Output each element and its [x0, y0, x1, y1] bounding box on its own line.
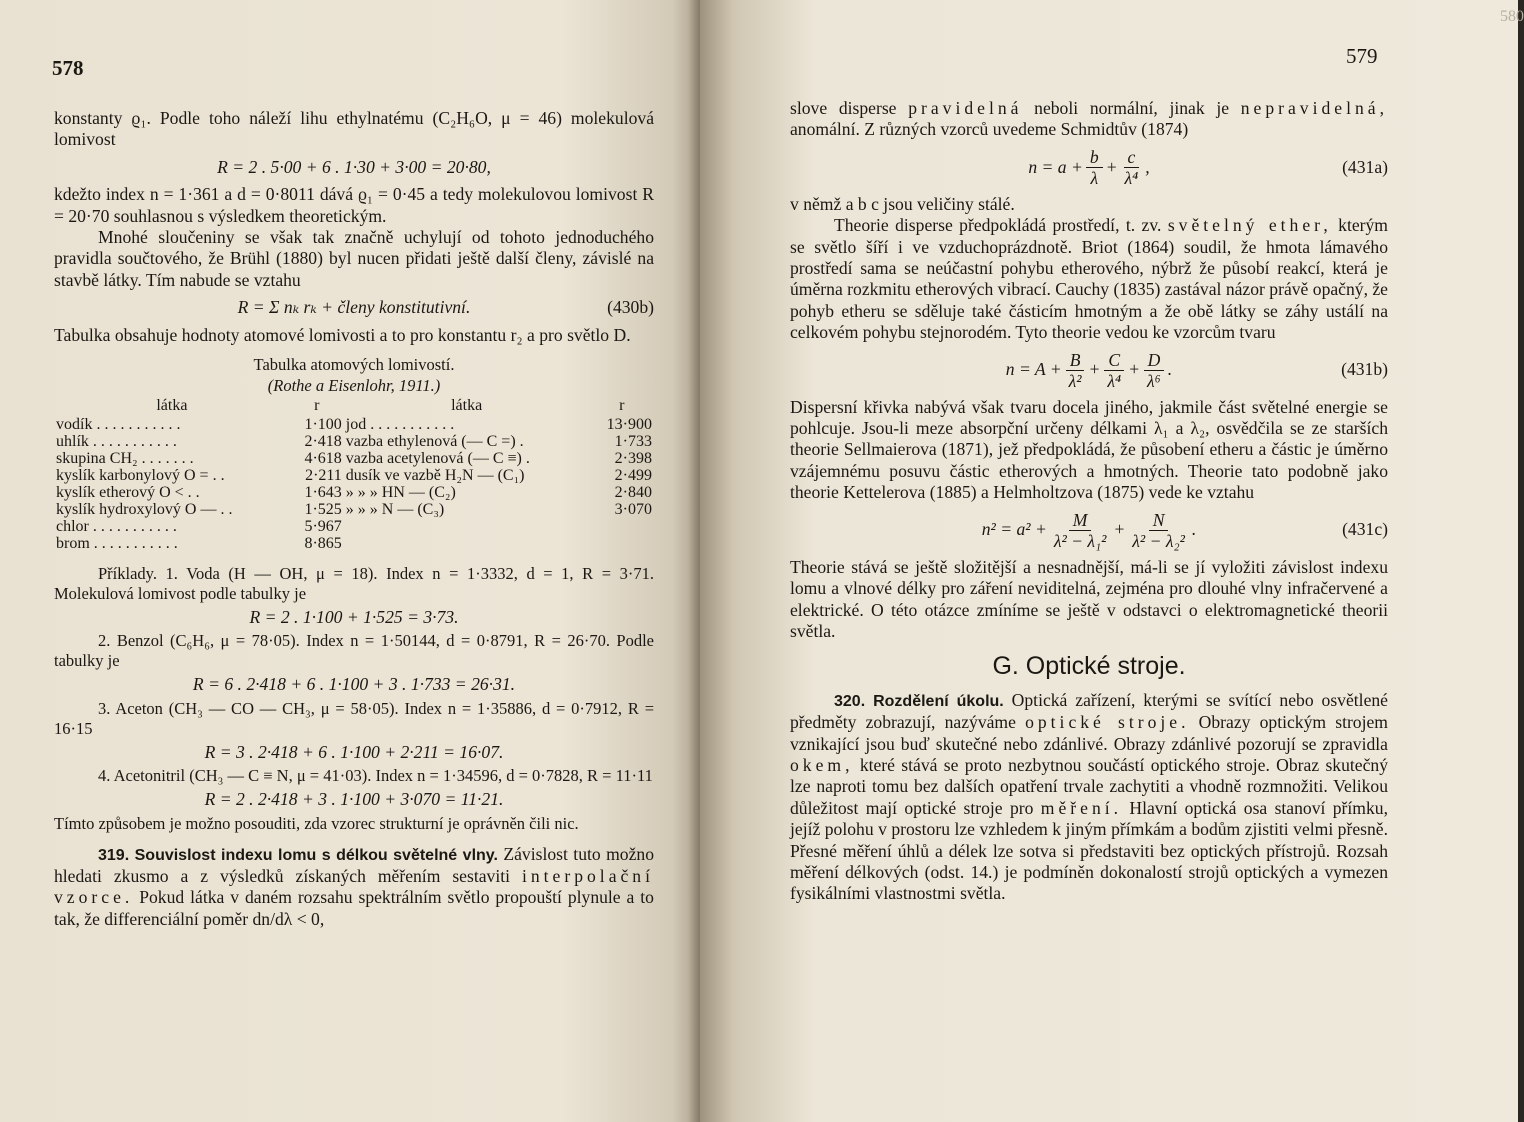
substance-cell: dusík ve vazbě H₂N — (C₁)	[345, 466, 525, 484]
equation	[54, 297, 654, 318]
equation-number: (431a)	[1342, 156, 1388, 177]
text: anomální. Z různých vzorců uvedeme Schmidtův (1874)	[790, 119, 1189, 140]
text: kterým se světlo šíří i ve vzduchoprázdnotě. Briot (1864) soudil, že hmota lámavého prostředí sama se neúčastní pohybu etherového, nýbrž že působí reakcí, která je úměrna rozkmitu etherových vibrací. Cauchy (1835) zastával názor právě opačný, že pohyb etheru se sděluje také částicím hmotným a že obě látky se záhy ustálí na celkovém pohybu stejnorodém. Tyto theorie vedou ke vzorcům tvaru	[790, 215, 1388, 343]
paragraph	[790, 98, 1388, 141]
section-heading: 320. Rozdělení úkolu.	[834, 692, 1004, 710]
equation-number: (431b)	[1341, 359, 1388, 380]
equation-body: R = 2 . 5·00 + 6 . 1·30 + 3·00 = 20·80,	[217, 156, 491, 177]
substance-cell: chlor . . . . . . . . . . .	[56, 517, 177, 535]
denominator: λ² − λ₁²	[1053, 530, 1107, 551]
value-cell	[590, 518, 654, 535]
equation-lhs: n = a +	[1028, 156, 1083, 177]
table-source: (Rothe a Eisenlohr, 1911.)	[267, 376, 441, 396]
section-320	[790, 690, 1388, 905]
numerator: N	[1149, 510, 1169, 531]
substance-cell: kyslík hydroxylový O — . .	[56, 500, 233, 518]
numerator: c	[1124, 147, 1140, 168]
denominator: λ	[1090, 167, 1099, 188]
substance-cell: brom . . . . . . . . . . .	[56, 534, 178, 552]
value-cell: 8·865	[304, 534, 342, 552]
spaced-term: nepravidelná,	[1240, 98, 1388, 118]
example-text: 4. Acetonitril (CH₃ — C ≡ N, μ = 41·03). Index n = 1·34596, d = 0·7828, R = 11·11	[98, 766, 653, 786]
left-page	[0, 0, 700, 1122]
table-row	[54, 501, 654, 518]
substance-cell: » » » N — (C₃)	[345, 500, 445, 518]
table-row	[54, 416, 654, 433]
substance-cell: vazba ethylenová (— C =) .	[345, 432, 524, 450]
paragraph: Theorie stává se ještě složitější a nesnadnější, má-li se jí vyložiti závislost indexu lomu a vlnové délky pro záření neviditelná, zejména pro dlouhé vlny infračervené a elektrické. O této otázce zmíníme se ještě v odstavci o elektromagnetické theorii světla.	[790, 556, 1388, 641]
equation-body: R = 6 . 2·418 + 6 . 1·100 + 3 . 1·733 = 26·31.	[192, 674, 516, 695]
example-equation	[54, 607, 654, 628]
spaced-term: interpolační vzorce.	[54, 865, 654, 908]
example-equation	[54, 789, 654, 810]
substance-cell: » » » HN — (C₂)	[345, 483, 456, 501]
paragraph: Dispersní křivka nabývá však tvaru docela jiného, jakmile část světelné energie se pohlcuje. Jsou-li meze absorpční určeny délkami λ₁ a λ₂, osvědčila se ze starších theorie Sellmaierova (1871), jež předpokládá, že působení etheru a částic je úměrno vzájemnému posuvu částic etherových a hmotných. Theorie tato podobně jako theorie Kettelerova (1885) a Helmholtzova (1875) vede ke vztahu	[790, 396, 1388, 503]
table-row	[54, 484, 654, 501]
operator: +	[1088, 359, 1101, 380]
paragraph: Mnohé sloučeniny se však tak značně uchylují od tohoto jednoduchého pravidla součtového, že Brühl (1880) byl nucen přidati ještě další členy, závislé na stavbě látky. Tím nabude se vztahu	[54, 227, 654, 290]
denominator: λ⁴	[1124, 167, 1139, 188]
punctuation: .	[1191, 519, 1197, 540]
table-row	[54, 450, 654, 467]
operator: +	[1128, 359, 1141, 380]
spaced-term: měření.	[1040, 797, 1123, 818]
examples	[54, 564, 654, 834]
spaced-term: optické stroje.	[1025, 712, 1190, 733]
value-cell: 1·733	[614, 432, 652, 450]
show-through-page-number: 580	[1500, 8, 1524, 25]
table-row	[54, 518, 654, 535]
paragraph: Tabulka obsahuje hodnoty atomové lomivosti a to pro konstantu r₂ a pro světlo D.	[54, 324, 631, 345]
left-text-column	[54, 108, 654, 930]
value-cell: 2·211	[305, 466, 342, 484]
equation-number: (431c)	[1342, 519, 1388, 540]
paragraph	[790, 215, 1388, 343]
value-cell: 2·499	[614, 466, 652, 484]
equation	[54, 157, 654, 178]
value-cell: 4·618	[304, 449, 342, 467]
equation-431b	[790, 350, 1388, 391]
spaced-term: pravidelná	[908, 98, 1023, 118]
value-cell: 1·100	[304, 415, 342, 433]
equation-lhs: n = A +	[1005, 359, 1062, 380]
example-equation	[54, 674, 654, 695]
section-text: Obrazy optickým strojem vznikající jsou buď skutečné nebo zdánlivé. Obrazy zdánlivé pozorují se zpravidla	[790, 712, 1388, 754]
denominator: λ⁴	[1107, 370, 1122, 391]
table-caption: Tabulka atomových lomivostí.	[253, 355, 455, 375]
table-header: látka	[156, 396, 188, 414]
equation-body: R = Σ nₖ rₖ + členy konstitutivní.	[237, 297, 471, 318]
numerator: M	[1069, 510, 1092, 531]
table-header: r	[619, 396, 625, 414]
value-cell: 1·643	[304, 483, 342, 501]
substance-cell: skupina CH₂ . . . . . . .	[56, 449, 194, 467]
text: slove disperse	[790, 98, 897, 118]
substance-cell: jod . . . . . . . . . . .	[345, 415, 455, 433]
section-text: Závislost tuto možno hledati zkusmo a z výsledků získaných měřením sestaviti	[54, 843, 654, 886]
punctuation: ,	[1145, 156, 1150, 177]
operator: +	[1113, 519, 1126, 540]
equation-431c	[790, 510, 1388, 551]
fraction	[1128, 510, 1189, 551]
value-cell	[590, 535, 654, 552]
section-text: které stává se proto nezbytnou součástí optického stroje. Obraz skutečný lze naproti tomu bez dalších opatření trvale zachytiti a vhodně rozmnožiti. Velikou důležitost mají optické stroje pro	[790, 754, 1388, 818]
substance-cell: kyslík karbonylový O = . .	[56, 466, 225, 484]
spaced-term: světelný ether,	[1167, 215, 1332, 236]
value-cell: 3·070	[614, 500, 652, 518]
equation-body: R = 3 . 2·418 + 6 . 1·100 + 2·211 = 16·07.	[204, 741, 504, 762]
paragraph: kdežto index n = 1·361 a d = 0·8011 dává ϱ₁ = 0·45 a tedy molekulovou lomivost R = 20·70 souhlasnou s výsledkem theoretickým.	[54, 184, 654, 226]
paragraph: konstanty ϱ₁. Podle toho náleží lihu ethylnatému (C₂H₆O, μ = 46) molekulová lomivost	[54, 108, 654, 150]
example-text: Tímto způsobem je možno posouditi, zda vzorec strukturní je oprávněn čili nic.	[54, 813, 579, 833]
fraction	[1121, 147, 1143, 188]
fraction	[1103, 350, 1125, 391]
equation-number: (430b)	[607, 297, 654, 318]
denominator: λ⁶	[1147, 370, 1161, 391]
paragraph: v němž a b c jsou veličiny stálé.	[790, 193, 1015, 214]
fraction	[1143, 350, 1165, 391]
fraction	[1086, 147, 1103, 188]
page-number: 578	[52, 56, 84, 80]
text: Theorie disperse předpokládá prostředí, t. zv.	[834, 215, 1162, 236]
section-text: Hlavní optická osa stanoví přímku, jejíž polohu v prostoru lze vzhledem k jiným přímkám a bodům zjistiti velmi přesně. Přesné měření úhlů a délek lze sotva si představiti bez optických přístrojů. Rozsah měření délkových (odst. 14.) je podmíněn dokonalostí strojů optických a vymezen fysikálními vlastnostmi světla.	[790, 797, 1388, 904]
substance-cell	[344, 518, 590, 535]
value-cell: 13·900	[606, 415, 652, 433]
numerator: D	[1144, 350, 1165, 371]
table-header-row	[54, 397, 654, 416]
value-cell: 5·967	[304, 517, 342, 535]
equation-431a	[790, 147, 1388, 188]
table-row	[54, 467, 654, 484]
substance-cell: kyslík etherový O < . .	[56, 483, 200, 501]
spaced-term: okem,	[790, 754, 854, 775]
example-equation	[54, 742, 654, 763]
value-cell: 2·840	[614, 483, 652, 501]
fraction	[1065, 350, 1086, 391]
substance-cell: uhlík . . . . . . . . . . .	[56, 432, 177, 450]
right-text-column	[790, 98, 1388, 905]
substance-cell: vazba acetylenová (— C ≡) .	[345, 449, 530, 467]
denominator: λ²	[1068, 370, 1082, 391]
substance-cell: vodík . . . . . . . . . . .	[56, 415, 181, 433]
equation-body: R = 2 . 1·100 + 1·525 = 3·73.	[249, 606, 459, 627]
equation-body: R = 2 . 2·418 + 3 . 1·100 + 3·070 = 11·21.	[204, 789, 504, 810]
section-text: Pokud látka v daném rozsahu spektrálním světlo propouští plynule a to tak, že differenciální poměr dn/dλ < 0,	[54, 887, 654, 929]
value-cell: 1·525	[304, 500, 342, 518]
table-header: látka	[451, 396, 483, 414]
fraction	[1050, 510, 1111, 551]
numerator: C	[1104, 350, 1124, 371]
example-text: 3. Aceton (CH₃ — CO — CH₃, μ = 58·05). Index n = 1·35886, d = 0·7912, R = 16·15	[54, 698, 654, 738]
numerator: b	[1086, 147, 1103, 168]
example-text: 2. Benzol (C₆H₆, μ = 78·05). Index n = 1·50144, d = 0·8791, R = 26·70. Podle tabulky je	[54, 631, 654, 671]
section-text: Optická zařízení, kterými se svítící nebo osvětlené předměty zobrazují, nazýváme	[790, 689, 1388, 733]
example-text: Příklady. 1. Voda (H — OH, μ = 18). Index n = 1·3332, d = 1, R = 3·71. Molekulová lomivost podle tabulky je	[54, 563, 654, 603]
text: neboli normální, jinak je	[1034, 98, 1230, 118]
equation-lhs: n² = a² +	[981, 519, 1047, 540]
section-title: G. Optické stroje.	[992, 652, 1186, 681]
operator: +	[1105, 156, 1118, 177]
denominator: λ² − λ₂²	[1132, 530, 1185, 551]
table-row	[54, 535, 654, 552]
table-row	[54, 433, 654, 450]
refraction-table	[54, 397, 654, 552]
substance-cell	[344, 535, 590, 552]
value-cell: 2·398	[614, 449, 652, 467]
table-header: r	[314, 396, 320, 414]
punctuation: .	[1167, 359, 1173, 380]
right-page	[700, 0, 1518, 1122]
section-heading: 319. Souvislost indexu lomu s délkou světelné vlny.	[98, 846, 498, 864]
section-319	[54, 844, 654, 931]
numerator: B	[1066, 350, 1085, 371]
page-number: 579	[1346, 44, 1378, 68]
value-cell: 2·418	[304, 432, 342, 450]
